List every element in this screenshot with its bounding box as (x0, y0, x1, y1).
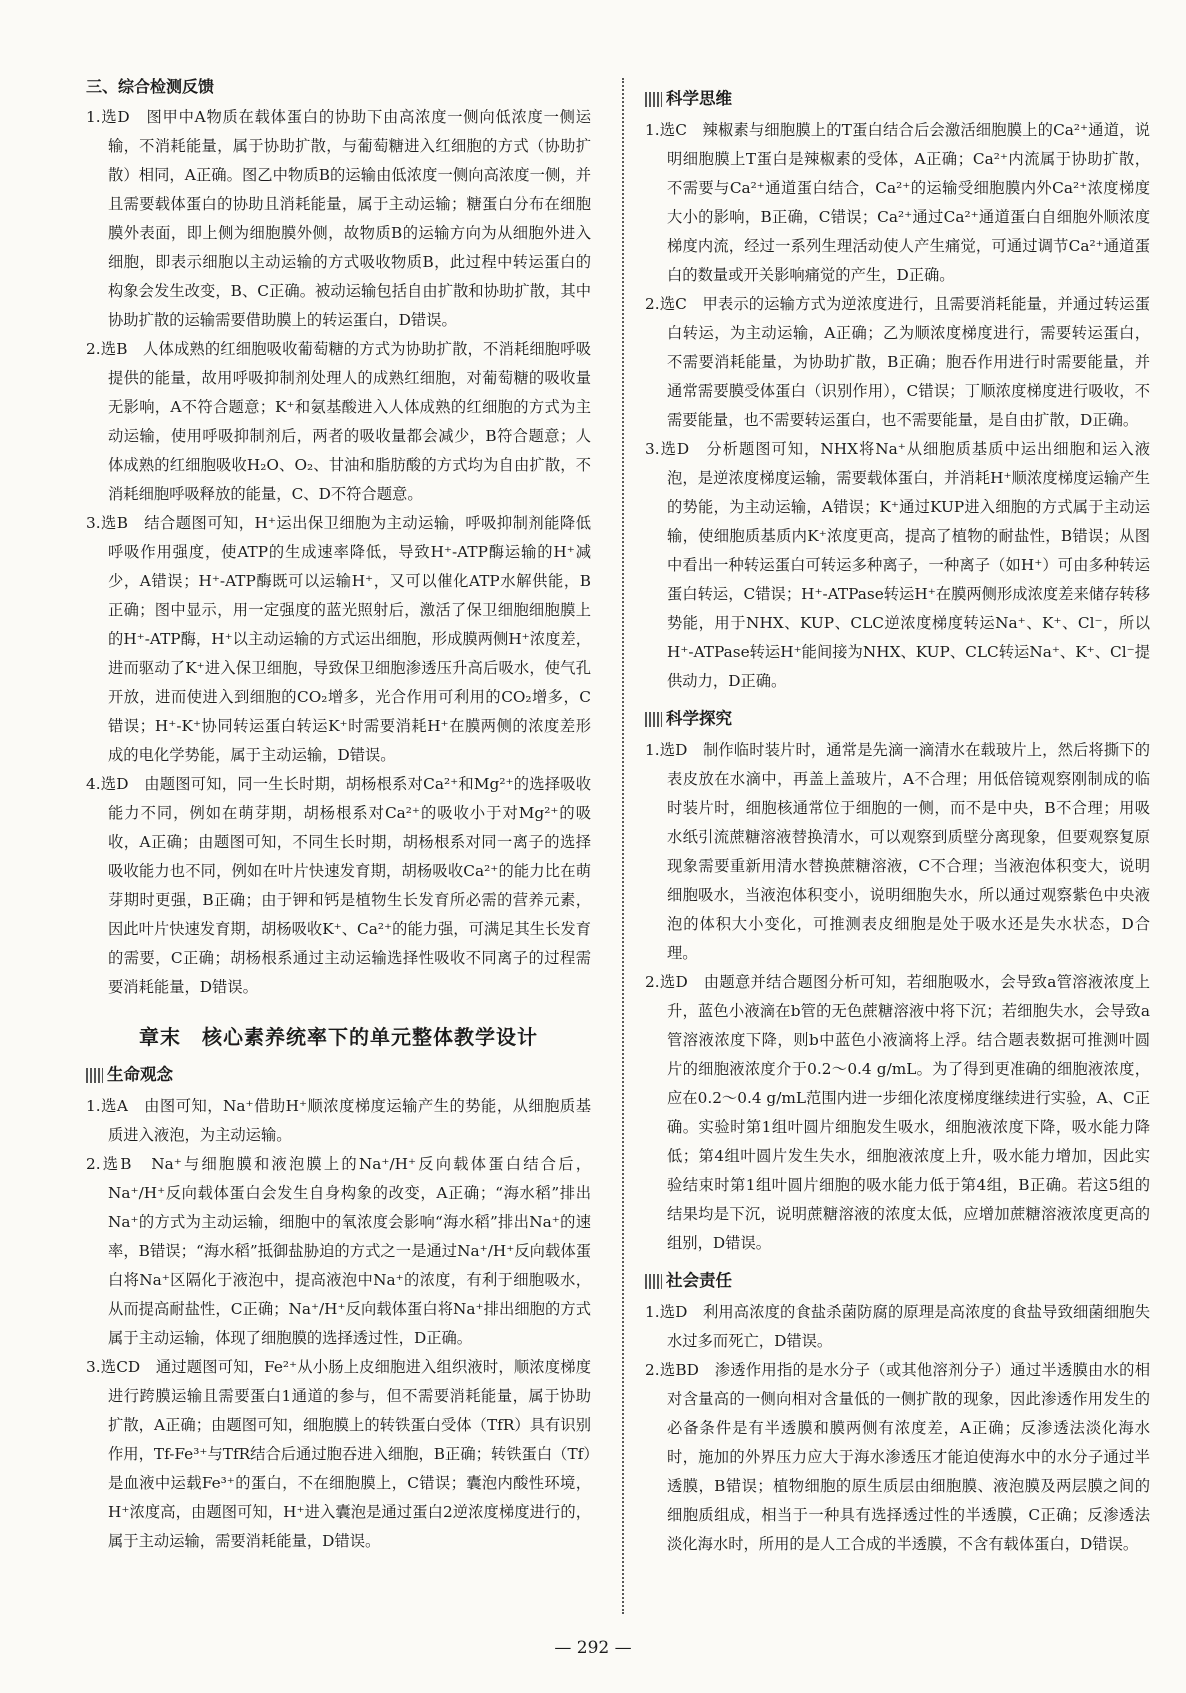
section-mark-icon (86, 1068, 103, 1083)
section-heading-thinking (645, 84, 1150, 114)
answer-item: 4.选D 由题图可知，同一生长时期，胡杨根系对Ca²⁺和Mg²⁺的选择吸收能力不同，例如在萌芽期，胡杨根系对Ca²⁺的吸收小于对Mg²⁺的吸收，A正确；由题图可知，不同生长时期，胡杨根系对同一离子的选择吸收能力也不同，例如在叶片快速发育期，胡杨吸收Ca²⁺的能力比在萌芽期时更强，B正确；由于钾和钙是植物生长发育所必需的营养元素，因此叶片快速发育期，胡杨吸收K⁺、Ca²⁺的能力强，可满足其生长发育的需要，C正确；胡杨根系通过主动运输选择性吸收不同离子的过程需要消耗能量，D错误。 (86, 775, 591, 996)
answer-item: 2.选B 人体成熟的红细胞吸收葡萄糖的方式为协助扩散，不消耗细胞呼吸提供的能量，故用呼吸抑制剂处理人的成熟红细胞，对葡萄糖的吸收量无影响，A不符合题意；K⁺和氨基酸进入人体成熟的红细胞的方式为主动运输，使用呼吸抑制剂后，两者的吸收量都会减少，B符合题意；人体成熟的红细胞吸收H₂O、O₂、甘油和脂肪酸的方式均为自由扩散，不消耗细胞呼吸释放的能量，C、D不符合题意。 (86, 340, 591, 503)
answer-item: 2.选C 甲表示的运输方式为逆浓度进行，且需要消耗能量，并通过转运蛋白转运，为主动运输，A正确；乙为顺浓度梯度进行，需要转运蛋白，不需要消耗能量，为协助扩散，B正确；胞吞作用进行时需要能量，并通常需要膜受体蛋白（识别作用），C错误；丁顺浓度梯度进行吸收，不需要能量，也不需要转运蛋白，也不需要能量，是自由扩散，D正确。 (645, 295, 1150, 429)
left-column (86, 74, 591, 1556)
section-title: 生命观念 (107, 1065, 173, 1084)
answer-item: 1.选D 利用高浓度的食盐杀菌防腐的原理是高浓度的食盐导致细菌细胞失水过多而死亡，D错误。 (645, 1303, 1150, 1350)
answer-item: 2.选BD 渗透作用指的是水分子（或其他溶剂分子）通过半透膜由水的相对含量高的一侧向相对含量低的一侧扩散的现象，因此渗透作用发生的必备条件是有半透膜和膜两侧有浓度差，A正确；反渗透法淡化海水时，施加的外界压力应大于海水渗透压才能迫使海水中的水分子通过半透膜，B错误；植物细胞的原生质层由细胞膜、液泡膜及两层膜之间的细胞质组成，相当于一种具有选择透过性的半透膜，C正确；反渗透法淡化海水时，所用的是人工合成的半透膜，不含有载体蛋白，D错误。 (645, 1361, 1150, 1553)
chapter-heading: 章末 核心素养统率下的单元整体教学设计 (139, 1025, 538, 1049)
answer-item: 1.选D 制作临时装片时，通常是先滴一滴清水在载玻片上，然后将撕下的表皮放在水滴中，再盖上盖玻片，A不合理；用低倍镜观察刚制成的临时装片时，细胞核通常位于细胞的一侧，而不是中央，B不合理；用吸水纸引流蔗糖溶液替换清水，可以观察到质壁分离现象，但要观察复原现象需要重新用清水替换蔗糖溶液，C不合理；当液泡体积变大，说明细胞吸水，当液泡体积变小，说明细胞失水，所以通过观察紫色中央液泡的体积大小变化，可推测表皮细胞是处于吸水还是失水状态，D合理。 (645, 741, 1150, 962)
section-title: 社会责任 (666, 1271, 732, 1290)
answer-item: 1.选D 图甲中A物质在载体蛋白的协助下由高浓度一侧向低浓度一侧运输，不消耗能量，属于协助扩散，与葡萄糖进入红细胞的方式（协助扩散）相同，A正确。图乙中物质B的运输由低浓度一侧向高浓度一侧，并且需要载体蛋白的协助且消耗能量，属于主动运输；糖蛋白分布在细胞膜外表面，即上侧为细胞膜外侧，故物质B的运输方向为从细胞外进入细胞，即表示细胞以主动运输的方式吸收物质B，此过程中转运蛋白的构象会发生改变，B、C正确。被动运输包括自由扩散和协助扩散，其中协助扩散的运输需要借助膜上的转运蛋白，D错误。 (86, 108, 591, 329)
answer-item: 2.选B Na⁺与细胞膜和液泡膜上的Na⁺/H⁺反向载体蛋白结合后，Na⁺/H⁺反向载体蛋白会发生自身构象的改变，A正确；“海水稻”排出Na⁺的方式为主动运输，细胞中的氧浓度会影响“海水稻”排出Na⁺的速率，B错误；“海水稻”抵御盐胁迫的方式之一是通过Na⁺/H⁺反向载体蛋白将Na⁺区隔化于液泡中，提高液泡中Na⁺的浓度，有利于细胞吸水，从而提高耐盐性，C正确；Na⁺/H⁺反向载体蛋白将Na⁺排出细胞的方式属于主动运输，体现了细胞膜的选择透过性，D正确。 (86, 1155, 591, 1347)
page-number: — 292 — (554, 1638, 632, 1658)
section-title: 科学探究 (666, 709, 732, 728)
answer-item: 1.选C 辣椒素与细胞膜上的T蛋白结合后会激活细胞膜上的Ca²⁺通道，说明细胞膜上T蛋白是辣椒素的受体，A正确；Ca²⁺内流属于协助扩散，不需要与Ca²⁺通道蛋白结合，Ca²⁺的运输受细胞膜内外Ca²⁺浓度梯度大小的影响，B正确，C错误；Ca²⁺通过Ca²⁺通道蛋白自细胞外顺浓度梯度内流，经过一系列生理活动使人产生痛觉，可通过调节Ca²⁺通道蛋白的数量或开关影响痛觉的产生，D正确。 (645, 121, 1150, 284)
section-mark-icon (645, 712, 662, 727)
answer-item: 3.选B 结合题图可知，H⁺运出保卫细胞为主动运输，呼吸抑制剂能降低呼吸作用强度，使ATP的生成速率降低，导致H⁺-ATP酶运输的H⁺减少，A错误；H⁺-ATP酶既可以运输H⁺，又可以催化ATP水解供能，B正确；图中显示，用一定强度的蓝光照射后，激活了保卫细胞细胞膜上的H⁺-ATP酶，H⁺以主动运输的方式运出细胞，形成膜两侧H⁺浓度差，进而驱动了K⁺进入保卫细胞，导致保卫细胞渗透压升高后吸水，使气孔开放，进而使进入到细胞的CO₂增多，光合作用可利用的CO₂增多，C错误；H⁺-K⁺协同转运蛋白转运K⁺时需要消耗H⁺在膜两侧的浓度差形成的电化学势能，属于主动运输，D错误。 (86, 514, 591, 764)
part-heading: 三、综合检测反馈 (86, 77, 215, 96)
section-title: 科学思维 (666, 89, 732, 108)
section-mark-icon (645, 92, 662, 107)
right-column (645, 84, 1150, 1559)
answer-item: 3.选CD 通过题图可知，Fe²⁺从小肠上皮细胞进入组织液时，顺浓度梯度进行跨膜运输且需要蛋白1通道的参与，但不需要消耗能量，属于协助扩散，A正确；由题图可知，细胞膜上的转铁蛋白受体（TfR）具有识别作用，Tf-Fe³⁺与TfR结合后通过胞吞进入细胞，B正确；转铁蛋白（Tf）是血液中运载Fe³⁺的蛋白，不在细胞膜上，C错误；囊泡内酸性环境，H⁺浓度高，由题图可知，H⁺进入囊泡是通过蛋白2逆浓度梯度进行的，属于主动运输，需要消耗能量，D错误。 (86, 1358, 591, 1550)
column-divider (622, 78, 624, 1614)
section-heading-society (645, 1266, 1150, 1296)
section-heading-life (86, 1060, 591, 1090)
section-heading-explore (645, 704, 1150, 734)
answer-item: 1.选A 由图可知，Na⁺借助H⁺顺浓度梯度运输产生的势能，从细胞质基质进入液泡，为主动运输。 (86, 1097, 591, 1144)
section-mark-icon (645, 1274, 662, 1289)
answer-item: 2.选D 由题意并结合题图分析可知，若细胞吸水，会导致a管溶液浓度上升，蓝色小液滴在b管的无色蔗糖溶液中将下沉；若细胞失水，会导致a管溶液浓度下降，则b中蓝色小液滴将上浮。结合题表数据可推测叶圆片的细胞液浓度介于0.2～0.4 g/mL。为了得到更准确的细胞液浓度，应在0.2～0.4 g/mL范围内进一步细化浓度梯度继续进行实验，A、C正确。实验时第1组叶圆片细胞发生吸水，细胞液浓度下降，吸水能力降低；第4组叶圆片发生失水，细胞液浓度上升，吸水能力增加，因此实验结束时第1组叶圆片细胞的吸水能力低于第4组，B正确。若这5组的结果均是下沉，说明蔗糖溶液的浓度太低，应增加蔗糖溶液浓度更高的组别，D错误。 (645, 973, 1151, 1252)
answer-item: 3.选D 分析题图可知，NHX将Na⁺从细胞质基质中运出细胞和运入液泡，是逆浓度梯度运输，需要载体蛋白，并消耗H⁺顺浓度梯度运输产生的势能，为主动运输，A错误；K⁺通过KUP进入细胞的方式属于主动运输，使细胞质基质内K⁺浓度更高，提高了植物的耐盐性，B错误；从图中看出一种转运蛋白可转运多种离子，一种离子（如H⁺）可由多种转运蛋白转运，C错误；H⁺-ATPase转运H⁺在膜两侧形成浓度差来储存转移势能，用于NHX、KUP、CLC逆浓度梯度转运Na⁺、K⁺、Cl⁻，所以H⁺-ATPase转运H⁺能间接为NHX、KUP、CLC转运Na⁺、K⁺、Cl⁻提供动力，D正确。 (645, 440, 1150, 690)
